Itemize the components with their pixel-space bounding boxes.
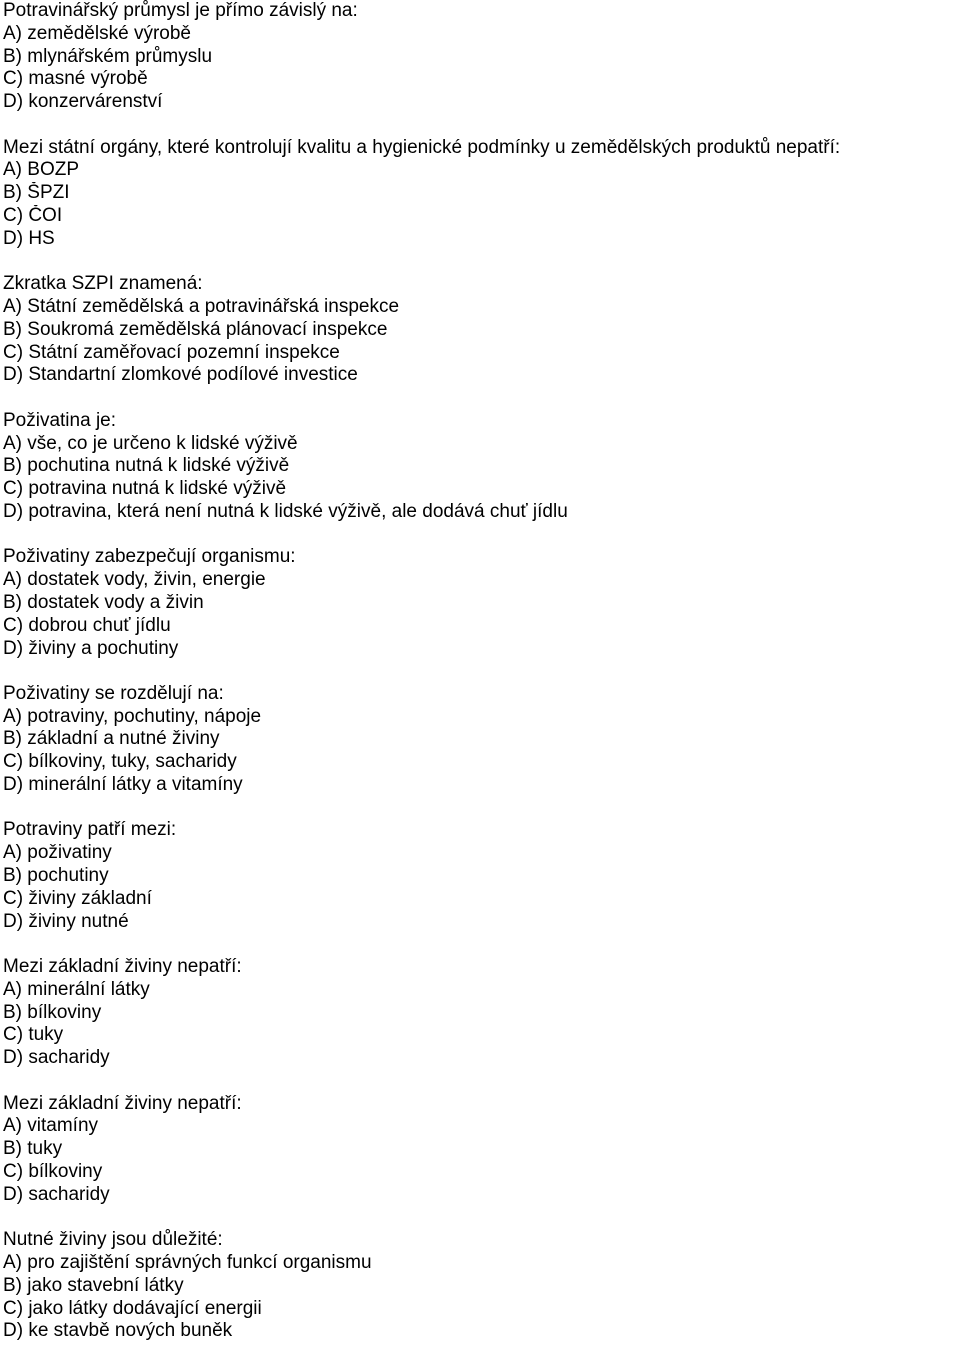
answer-option-d: D) potravina, která není nutná k lidské výživě, ale dodává chuť jídlu — [3, 500, 568, 522]
answer-option-a: A) zemědělské výrobě — [3, 22, 191, 44]
answer-option-c: C) živiny základní — [3, 887, 152, 909]
answer-option-c: C) bílkoviny — [3, 1161, 103, 1183]
quiz-document — [3, 0, 958, 1343]
answer-option-b: B) dostatek vody a živin — [3, 591, 204, 613]
answer-option-d: D) živiny a pochutiny — [3, 637, 179, 659]
answer-option-a: A) dostatek vody, živin, energie — [3, 569, 266, 591]
question-7 — [3, 819, 958, 933]
question-8 — [3, 956, 958, 1070]
question-prompt: Poživatiny zabezpečují organismu: — [3, 546, 296, 568]
question-6 — [3, 683, 958, 797]
question-prompt: Mezi základní živiny nepatří: — [3, 956, 242, 978]
answer-option-a: A) minerální látky — [3, 978, 150, 1000]
answer-option-a: A) vitamíny — [3, 1115, 99, 1137]
answer-option-c: C) masné výrobě — [3, 68, 148, 90]
answer-option-d: D) ke stavbě nových buněk — [3, 1320, 233, 1342]
answer-option-a: A) poživatiny — [3, 842, 112, 864]
answer-option-a: A) potraviny, pochutiny, nápoje — [3, 705, 262, 727]
answer-option-d: D) HS — [3, 227, 55, 249]
answer-option-b: B) pochutiny — [3, 865, 109, 887]
answer-option-c: C) tuky — [3, 1024, 64, 1046]
question-1 — [3, 0, 958, 114]
question-prompt: Potraviny patří mezi: — [3, 819, 177, 841]
answer-option-a: A) pro zajištění správných funkcí organismu — [3, 1252, 372, 1273]
answer-option-a: A) BOZP — [3, 159, 80, 181]
answer-option-c: C) potravina nutná k lidské výživě — [3, 478, 287, 500]
answer-option-a: A) vše, co je určeno k lidské výživě — [3, 432, 298, 454]
answer-option-b: B) mlynářském průmyslu — [3, 45, 213, 67]
question-3 — [3, 273, 958, 387]
question-2 — [3, 137, 958, 251]
question-prompt: Potravinářský průmysl je přímo závislý na: — [3, 0, 358, 21]
answer-option-b: B) tuky — [3, 1138, 63, 1160]
answer-option-d: D) sacharidy — [3, 1047, 110, 1069]
answer-option-d: D) konzervárenství — [3, 91, 163, 113]
question-10 — [3, 1229, 958, 1343]
answer-option-c: C) ČOI — [3, 204, 63, 226]
answer-option-c: C) bílkoviny, tuky, sacharidy — [3, 751, 237, 773]
answer-option-d: D) živiny nutné — [3, 910, 129, 932]
question-prompt: Nutné živiny jsou důležité: — [3, 1229, 223, 1251]
answer-option-b: B) jako stavební látky — [3, 1274, 184, 1296]
question-prompt: Mezi základní živiny nepatří: — [3, 1092, 242, 1114]
answer-option-b: B) základní a nutné živiny — [3, 728, 220, 750]
question-5 — [3, 546, 958, 660]
answer-option-c: C) dobrou chuť jídlu — [3, 614, 171, 636]
answer-option-b: B) pochutina nutná k lidské výživě — [3, 455, 290, 477]
question-prompt: Zkratka SZPI znamená: — [3, 273, 203, 295]
question-4 — [3, 410, 958, 524]
answer-option-b: B) bílkoviny — [3, 1001, 102, 1023]
question-prompt: Poživatiny se rozdělují na: — [3, 682, 224, 704]
answer-option-b: B) Soukromá zemědělská plánovací inspekce — [3, 318, 388, 340]
answer-option-d: D) minerální látky a vitamíny — [3, 774, 243, 796]
question-prompt: Poživatina je: — [3, 409, 117, 431]
answer-option-d: D) Standartní zlomkové podílové investice — [3, 364, 358, 386]
answer-option-d: D) sacharidy — [3, 1183, 110, 1205]
question-9 — [3, 1093, 958, 1207]
answer-option-c: C) jako látky dodávající energii — [3, 1297, 262, 1319]
answer-option-c: C) Státní zaměřovací pozemní inspekce — [3, 341, 340, 363]
answer-option-b: B) ŠPZI — [3, 182, 70, 204]
question-prompt: Mezi státní orgány, které kontrolují kvalitu a hygienické podmínky u zemědělských produktů nepatří: — [3, 136, 841, 158]
answer-option-a: A) Státní zemědělská a potravinářská inspekce — [3, 295, 400, 317]
